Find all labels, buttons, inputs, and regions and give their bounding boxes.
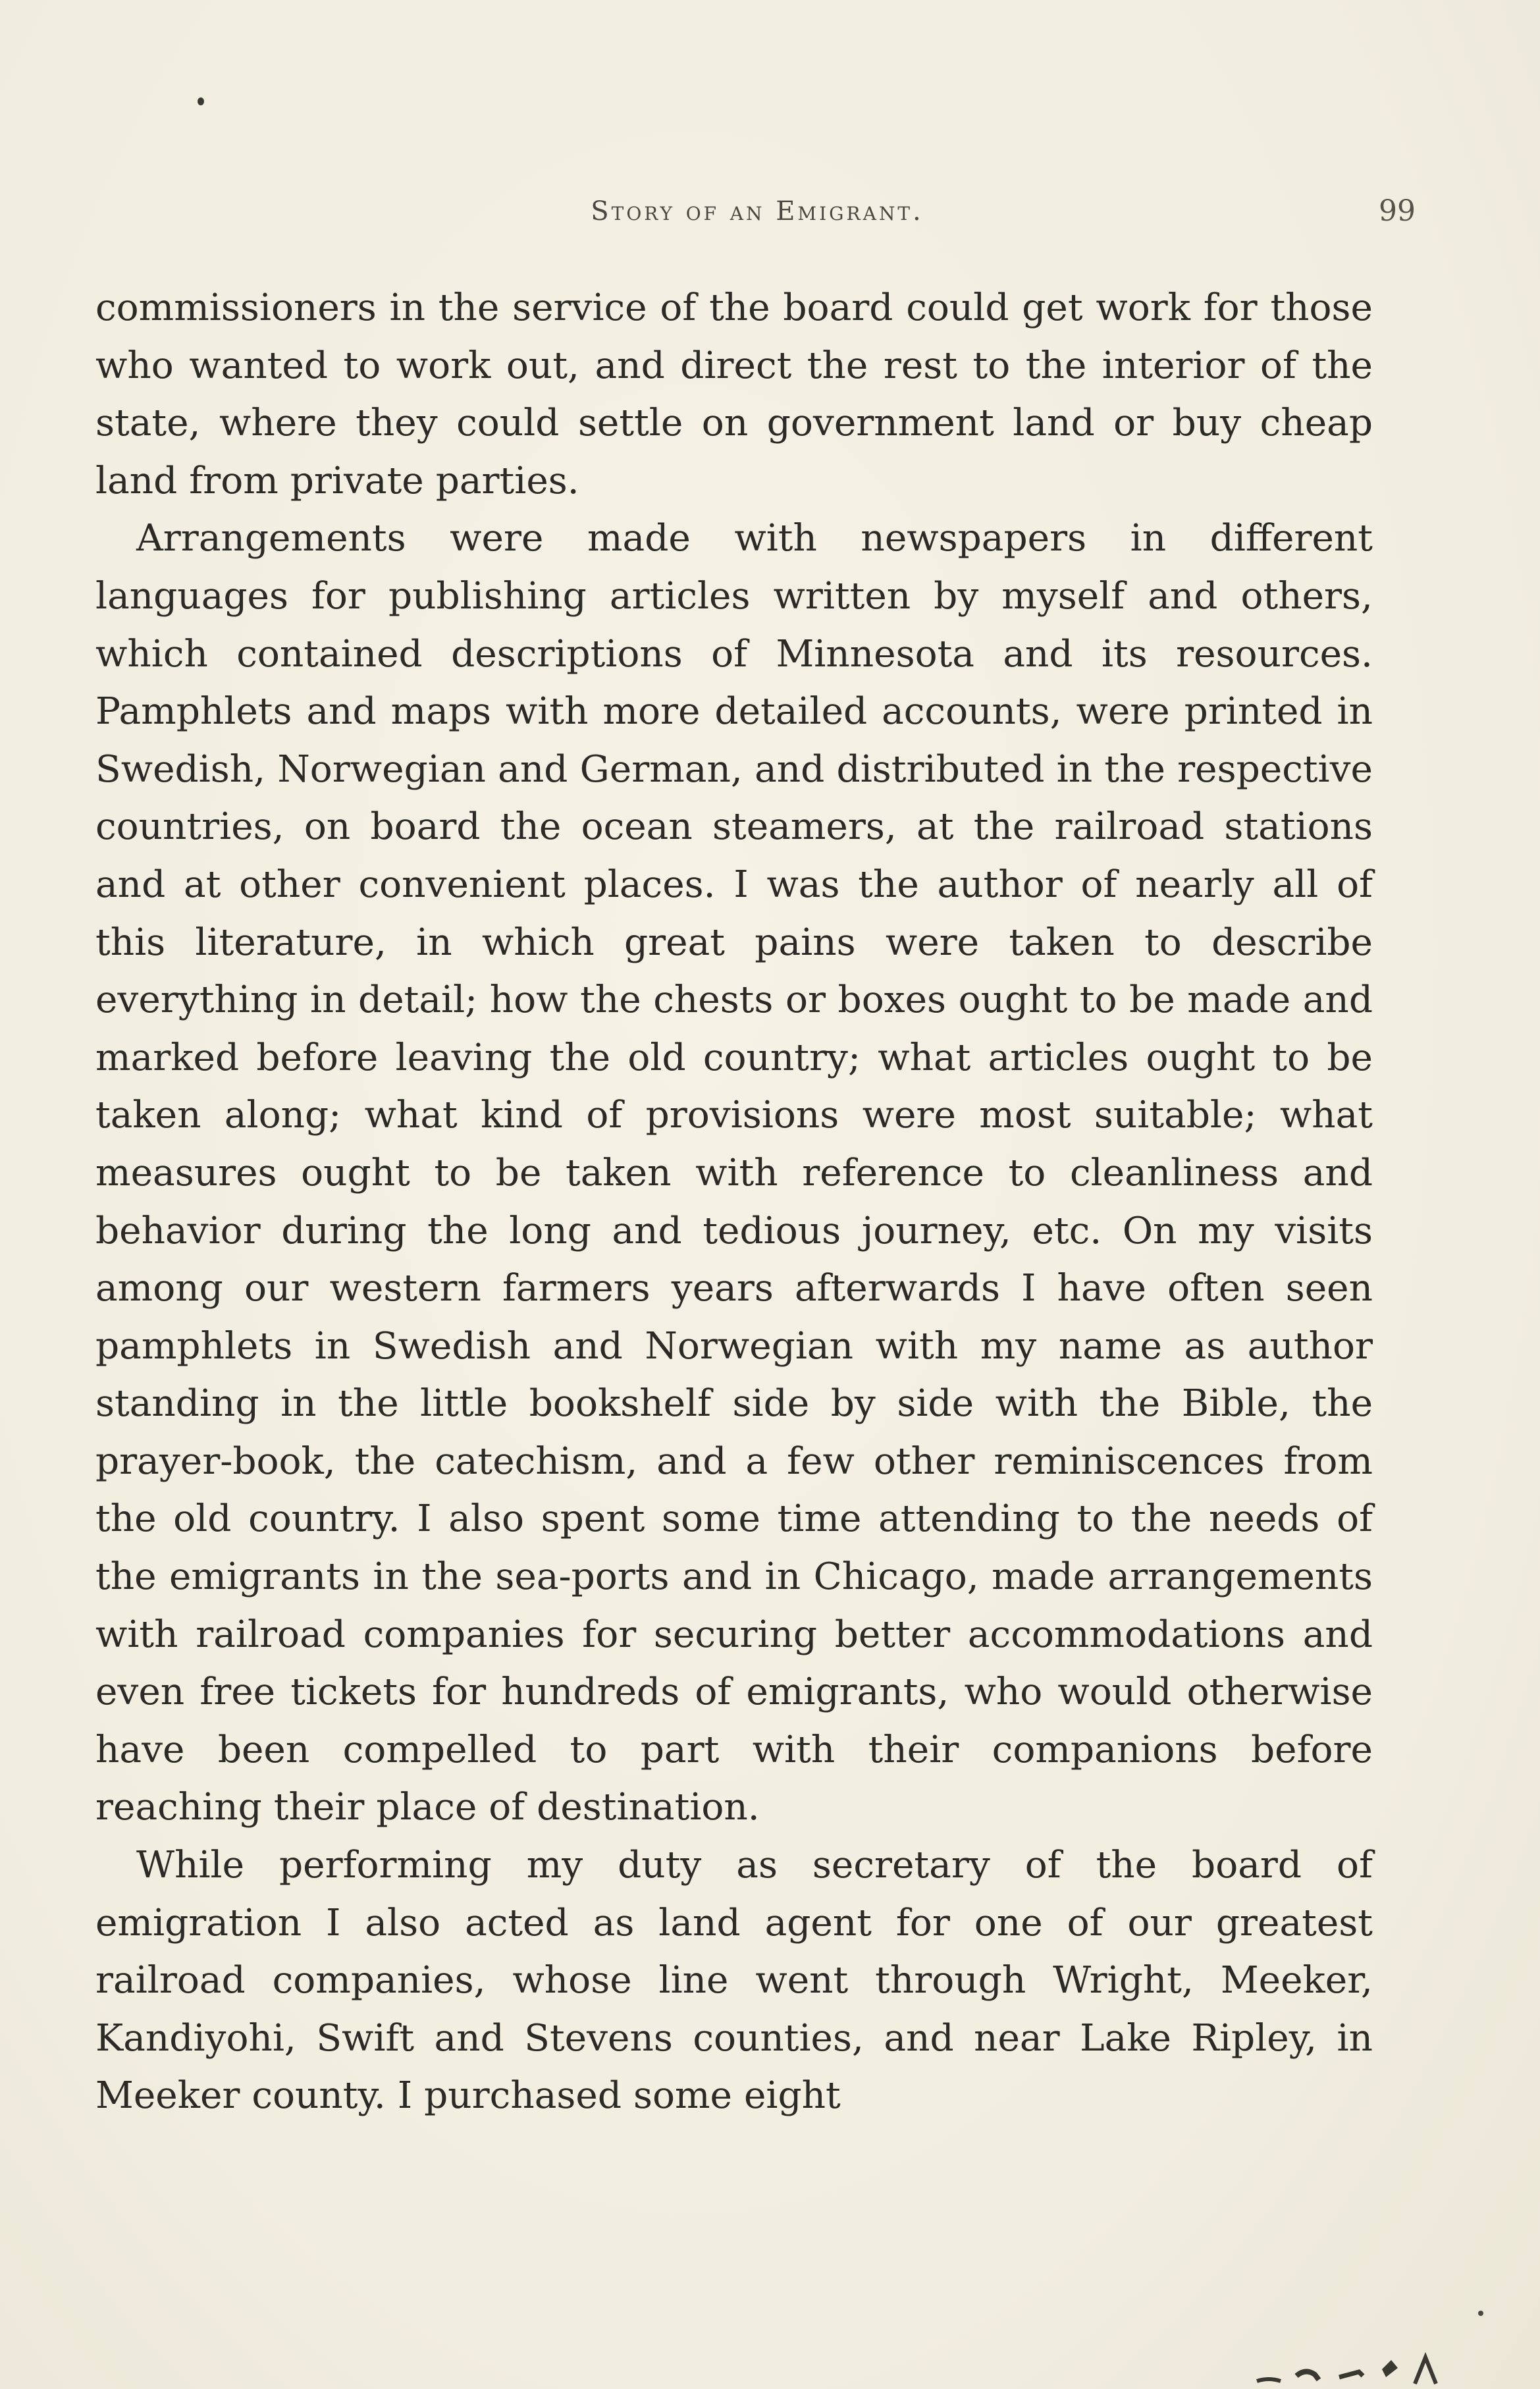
body-text — [95, 279, 1373, 2125]
page-header — [92, 188, 1422, 234]
paragraph-2: Arrangements were made with newspapers in different languages for publishing articles written by myself and others, which contained descriptions of Minnesota and its resources. Pamphlets and maps with more detailed accounts, were printed in Swedish, Norwegian and German, and distributed in the respective countries, on board the ocean steamers, at the railroad stations and at other convenient places. I was the author of nearly all of this literature, in which great pains were taken to describe everything in detail; how the chests or boxes ought to be made and marked before leaving the old country; what articles ought to be taken along; what kind of provisions were most suitable; what measures ought to be taken with reference to cleanliness and behavior during the long and tedious journey, etc. On my visits among our western farmers years afterwards I have often seen pamphlets in Swedish and Norwegian with my name as author standing in the little bookshelf side by side with the Bible, the prayer-book, the catechism, and a few other reminiscences from the old country. I also spent some time attending to the needs of the emigrants in the sea-ports and in Chicago, made arrangements with railroad companies for securing better accommodations and even free tickets for hundreds of emigrants, who would otherwise have been compelled to part with their companions before reaching their place of destination. — [95, 517, 1373, 1829]
ink-speck — [198, 97, 204, 105]
print-smudge — [1198, 2303, 1540, 2389]
page-number: 99 — [1379, 194, 1416, 228]
paragraph-3: While performing my duty as secretary of the board of emigration I also acted as land agent for one of our greatest railroad companies, whose line went through Wright, Meeker, Kandiyohi, Swift and Stevens counties, and near Lake Ripley, in Meeker county. I purchased some eight — [95, 1844, 1373, 2118]
running-title: Story of an Emigrant. — [591, 196, 924, 227]
paragraph-1: commissioners in the service of the board could get work for those who wanted to work out, and direct the rest to the interior of the state, where they could settle on government land or buy cheap land from private parties. — [95, 286, 1373, 502]
